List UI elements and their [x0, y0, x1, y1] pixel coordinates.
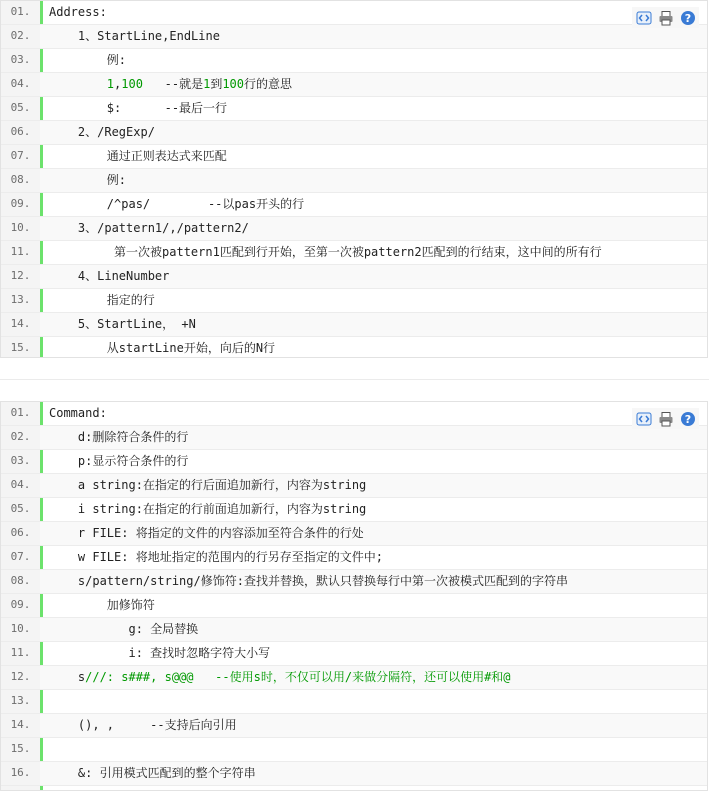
code-token: 3、/pattern1/,/pattern2/ — [49, 221, 249, 235]
code-text — [49, 522, 707, 544]
line-number: 09. — [1, 193, 40, 216]
code-text — [49, 474, 707, 496]
code-token: 1、StartLine,EndLine — [49, 29, 220, 43]
code-text — [49, 97, 707, 119]
code-block-address — [0, 0, 708, 358]
code-text — [49, 666, 707, 688]
code-lines — [1, 402, 707, 786]
code-token: 从startLine开始，向后的N行 — [49, 341, 276, 355]
code-line — [1, 690, 707, 714]
code-text — [49, 450, 707, 472]
code-line — [1, 498, 707, 522]
code-line — [1, 265, 707, 289]
code-token: 4、LineNumber — [49, 269, 170, 283]
code-line — [1, 450, 707, 474]
code-line — [1, 426, 707, 450]
code-token — [49, 77, 107, 91]
code-token: 例: — [49, 173, 127, 187]
code-token: 通过正则表达式来匹配 — [49, 149, 227, 163]
code-token: $: --最后一行 — [49, 101, 228, 115]
line-number: 13. — [1, 289, 40, 312]
code-line — [1, 313, 707, 337]
code-line — [1, 289, 707, 313]
line-number: 07. — [1, 546, 40, 569]
highlighted-token: 100 — [121, 77, 143, 91]
code-text — [49, 265, 707, 287]
line-number: 05. — [1, 97, 40, 120]
code-text — [49, 1, 707, 23]
code-text — [49, 169, 707, 191]
code-token: s — [49, 670, 86, 684]
line-number: 02. — [1, 25, 40, 48]
code-token: i string:在指定的行前面追加新行，内容为string — [49, 502, 367, 516]
code-toolbar — [632, 408, 699, 429]
highlighted-token: ///: s###, s@@@ --使用s时，不仅可以用/来做分隔符，还可以使用#和@ — [85, 670, 511, 684]
line-number: 14. — [1, 313, 40, 336]
view-source-icon[interactable] — [635, 410, 652, 427]
code-token: &: 引用模式匹配到的整个字符串 — [49, 766, 256, 780]
line-number: 08. — [1, 570, 40, 593]
code-line — [1, 97, 707, 121]
code-token: p:显示符合条件的行 — [49, 454, 189, 468]
code-text — [49, 402, 707, 424]
code-token: Command: — [49, 406, 107, 420]
code-token: g: 全局替换 — [49, 622, 199, 636]
code-token: (), , --支持后向引用 — [49, 718, 237, 732]
view-source-icon[interactable] — [635, 9, 652, 26]
line-number: 11. — [1, 241, 40, 264]
code-line — [1, 522, 707, 546]
code-text — [49, 714, 707, 736]
line-number: 15. — [1, 337, 40, 358]
code-line — [1, 337, 707, 358]
code-block-command — [0, 401, 708, 791]
code-lines — [1, 1, 707, 358]
code-line — [1, 642, 707, 666]
line-number: 10. — [1, 217, 40, 240]
code-text — [49, 25, 707, 47]
line-number: 05. — [1, 498, 40, 521]
code-line — [1, 1, 707, 25]
code-text — [49, 241, 707, 263]
code-text — [49, 337, 707, 358]
code-line — [1, 169, 707, 193]
code-token: d:删除符合条件的行 — [49, 430, 189, 444]
code-line — [1, 121, 707, 145]
code-token: 第一次被pattern1匹配到行开始，至第一次被pattern2匹配到的行结束，这中间的所有行 — [49, 245, 602, 259]
code-line — [1, 193, 707, 217]
line-number: 12. — [1, 265, 40, 288]
code-token: /^pas/ --以pas开头的行 — [49, 197, 305, 211]
help-icon[interactable] — [679, 9, 696, 26]
code-line — [1, 402, 707, 426]
svg-text:?: ? — [684, 412, 691, 426]
line-number: 07. — [1, 145, 40, 168]
line-number: 03. — [1, 49, 40, 72]
line-number: 09. — [1, 594, 40, 617]
code-line — [1, 666, 707, 690]
print-icon[interactable] — [657, 410, 674, 427]
code-line — [1, 546, 707, 570]
line-number: 11. — [1, 642, 40, 665]
code-text — [49, 49, 707, 71]
code-text — [49, 426, 707, 448]
code-text — [49, 73, 707, 95]
code-token: Address: — [49, 5, 107, 19]
code-token: 加修饰符 — [49, 598, 155, 612]
code-line — [1, 73, 707, 97]
line-number: 13. — [1, 690, 40, 713]
line-number: 03. — [1, 450, 40, 473]
code-line — [1, 49, 707, 73]
line-number: 02. — [1, 426, 40, 449]
line-number: 15. — [1, 738, 40, 761]
code-token: 指定的行 — [49, 293, 155, 307]
line-number: 10. — [1, 618, 40, 641]
code-token: 到 — [210, 77, 223, 91]
code-line — [1, 241, 707, 265]
code-text — [49, 546, 707, 568]
line-number: 06. — [1, 522, 40, 545]
line-number: 04. — [1, 73, 40, 96]
code-toolbar — [632, 7, 699, 28]
code-text — [49, 289, 707, 311]
code-line — [1, 25, 707, 49]
code-token: 行的意思 — [244, 77, 293, 91]
code-token: i: 查找时忽略字符大小写 — [49, 646, 271, 660]
code-line — [1, 738, 707, 762]
code-text — [49, 618, 707, 640]
code-token: s/pattern/string/修饰符:查找并替换，默认只替换每行中第一次被模式匹配到的字符串 — [49, 574, 568, 588]
print-icon[interactable] — [657, 9, 674, 26]
code-token: 5、StartLine， +N — [49, 317, 196, 331]
code-text — [49, 570, 707, 592]
code-token: a string:在指定的行后面追加新行，内容为string — [49, 478, 367, 492]
code-text — [49, 498, 707, 520]
code-line — [1, 714, 707, 738]
code-text — [49, 121, 707, 143]
code-token: 2、/RegExp/ — [49, 125, 155, 139]
code-token: 例: — [49, 53, 127, 67]
code-text — [49, 217, 707, 239]
line-number: 12. — [1, 666, 40, 689]
line-number: 08. — [1, 169, 40, 192]
line-number: 16. — [1, 762, 40, 785]
code-line — [1, 594, 707, 618]
line-number: 01. — [1, 402, 40, 425]
code-token: , — [114, 77, 122, 91]
code-line — [1, 474, 707, 498]
code-token: r FILE: 将指定的文件的内容添加至符合条件的行处 — [49, 526, 364, 540]
code-line — [1, 618, 707, 642]
code-token: w FILE: 将地址指定的范围内的行另存至指定的文件中; — [49, 550, 383, 564]
code-line — [1, 217, 707, 241]
code-text — [49, 594, 707, 616]
code-token: --就是 — [142, 77, 204, 91]
svg-text:?: ? — [684, 11, 691, 25]
line-number: 06. — [1, 121, 40, 144]
code-text — [49, 642, 707, 664]
block-separator — [0, 379, 709, 380]
line-number: 01. — [1, 1, 40, 24]
code-line — [1, 145, 707, 169]
line-number: 04. — [1, 474, 40, 497]
highlighted-token: 1 — [106, 77, 115, 91]
help-icon[interactable] — [679, 410, 696, 427]
code-line — [1, 762, 707, 786]
highlighted-token: 100 — [222, 77, 245, 91]
code-text — [49, 193, 707, 215]
highlighted-token: 1 — [203, 77, 211, 91]
line-number: 14. — [1, 714, 40, 737]
code-text — [49, 145, 707, 167]
code-text — [49, 313, 707, 335]
code-line — [1, 570, 707, 594]
